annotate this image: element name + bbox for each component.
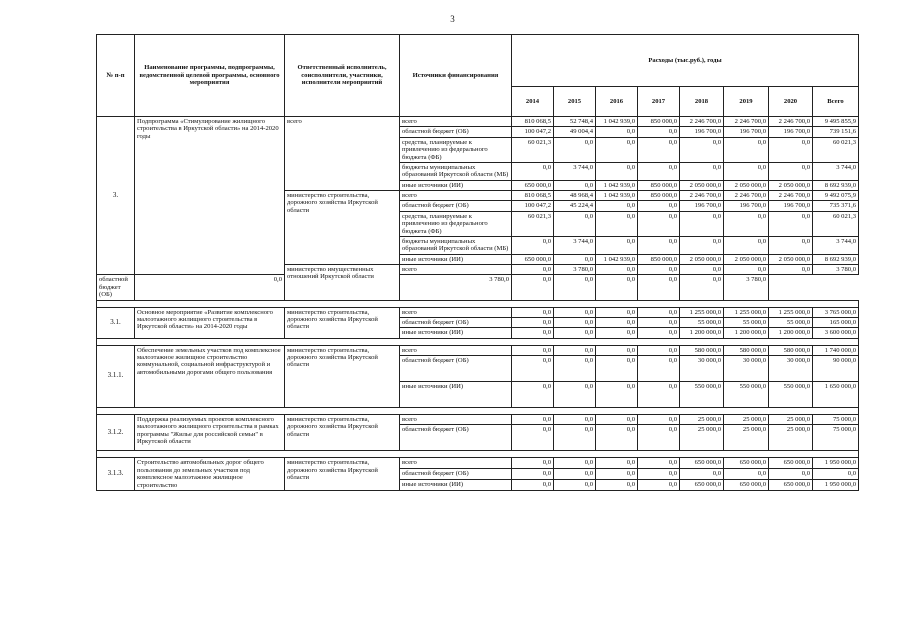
total-value: 3 744,0 — [813, 162, 859, 180]
year-value: 30 000,0 — [724, 356, 769, 382]
row-number: 3. — [97, 117, 135, 275]
funding-source: иные источники (ИИ) — [400, 480, 512, 491]
row-spacer — [97, 451, 859, 458]
total-value: 75 000,0 — [813, 415, 859, 425]
year-value: 0,0 — [638, 415, 680, 425]
year-value: 55 000,0 — [769, 317, 813, 327]
year-value: 3 780,0 — [554, 265, 596, 275]
year-value: 1 042 939,0 — [596, 180, 638, 190]
year-value: 196 700,0 — [724, 127, 769, 137]
row-spacer — [97, 408, 859, 415]
year-value: 0,0 — [512, 328, 554, 338]
year-value: 0,0 — [638, 328, 680, 338]
year-value: 0,0 — [554, 382, 596, 408]
total-value: 75 000,0 — [813, 425, 859, 451]
year-value: 0,0 — [596, 415, 638, 425]
table-row — [97, 345, 859, 355]
year-value: 30 000,0 — [680, 356, 724, 382]
table-row — [97, 275, 859, 300]
year-value: 2 050 000,0 — [680, 254, 724, 264]
year-value: 0,0 — [596, 469, 638, 480]
year-value: 0,0 — [596, 201, 638, 211]
year-value: 0,0 — [769, 236, 813, 254]
year-value: 0,0 — [638, 236, 680, 254]
responsible-executor: министерство строительства, дорожного хозяйства Иркутской области — [285, 458, 400, 491]
year-value: 2 050 000,0 — [680, 180, 724, 190]
year-value: 0,0 — [596, 345, 638, 355]
year-value: 0,0 — [554, 328, 596, 338]
responsible-executor: министерство имущественных отношений Иркутской области — [285, 265, 400, 301]
total-value: 60 021,3 — [813, 137, 859, 162]
year-value: 3 744,0 — [554, 236, 596, 254]
year-value: 2 050 000,0 — [769, 254, 813, 264]
year-value: 0,0 — [596, 356, 638, 382]
year-value: 0,0 — [769, 265, 813, 275]
total-value: 739 151,6 — [813, 127, 859, 137]
year-value: 60 021,3 — [512, 137, 554, 162]
header-funding-source: Источники финансирования — [400, 35, 512, 117]
year-value: 0,0 — [512, 307, 554, 317]
year-value: 100 047,2 — [512, 201, 554, 211]
year-value: 0,0 — [638, 458, 680, 469]
year-value: 0,0 — [512, 162, 554, 180]
year-value: 2 246 700,0 — [769, 191, 813, 201]
funding-source: областной бюджет (ОБ) — [400, 127, 512, 137]
year-value: 196 700,0 — [769, 127, 813, 137]
funding-source: областной бюджет (ОБ) — [400, 425, 512, 451]
year-value: 25 000,0 — [724, 425, 769, 451]
year-value: 30 000,0 — [769, 356, 813, 382]
program-name: Строительство автомобильных дорог общего пользования до земельных участков под комплексное малоэтажное жилищное строительство — [135, 458, 285, 491]
year-value: 1 042 939,0 — [596, 191, 638, 201]
program-name: Подпрограмма «Стимулирование жилищного строительства в Иркутской области» на 2014-2020 годы — [135, 117, 285, 275]
year-value: 0,0 — [554, 307, 596, 317]
year-value: 650 000,0 — [724, 480, 769, 491]
total-value: 3 780,0 — [724, 275, 769, 300]
year-value: 45 224,4 — [554, 201, 596, 211]
year-value: 850 000,0 — [638, 254, 680, 264]
year-value: 60 021,3 — [512, 211, 554, 236]
total-value: 1 740 000,0 — [813, 345, 859, 355]
table-row — [97, 117, 859, 127]
year-value: 0,0 — [554, 469, 596, 480]
header-program-name: Наименование программы, подпрограммы, ведомственной целевой программы, основного мероприятия — [135, 35, 285, 117]
header-year: 2020 — [769, 87, 813, 117]
table-row — [97, 307, 859, 317]
year-value: 0,0 — [596, 236, 638, 254]
funding-source: иные источники (ИИ) — [400, 254, 512, 264]
funding-source: всего — [400, 265, 512, 275]
year-value: 0,0 — [638, 201, 680, 211]
year-value: 0,0 — [554, 180, 596, 190]
year-value: 0,0 — [724, 236, 769, 254]
funding-source: средства, планируемые к привлечению из федерального бюджета (ФБ) — [400, 211, 512, 236]
year-value: 0,0 — [724, 211, 769, 236]
year-value: 650 000,0 — [724, 458, 769, 469]
year-value: 0,0 — [769, 469, 813, 480]
year-value: 55 000,0 — [680, 317, 724, 327]
year-value: 0,0 — [512, 480, 554, 491]
header-year: 2018 — [680, 87, 724, 117]
total-value: 1 950 000,0 — [813, 480, 859, 491]
funding-source: всего — [400, 191, 512, 201]
year-value: 196 700,0 — [680, 201, 724, 211]
year-value: 0,0 — [680, 469, 724, 480]
year-value: 0,0 — [596, 458, 638, 469]
year-value: 810 068,5 — [512, 191, 554, 201]
year-value: 196 700,0 — [769, 201, 813, 211]
year-value: 650 000,0 — [769, 458, 813, 469]
header-number: № п-п — [97, 35, 135, 117]
year-value: 25 000,0 — [769, 425, 813, 451]
total-value: 1 650 000,0 — [813, 382, 859, 408]
year-value: 550 000,0 — [680, 382, 724, 408]
year-value: 48 968,4 — [554, 191, 596, 201]
year-value: 0,0 — [512, 345, 554, 355]
row-spacer — [97, 300, 859, 307]
year-value: 2 246 700,0 — [724, 191, 769, 201]
year-value: 0,0 — [596, 328, 638, 338]
total-value: 1 950 000,0 — [813, 458, 859, 469]
funding-source: областной бюджет (ОБ) — [400, 469, 512, 480]
page-number: 3 — [450, 14, 455, 24]
year-value: 550 000,0 — [769, 382, 813, 408]
year-value: 650 000,0 — [680, 480, 724, 491]
year-value: 2 050 000,0 — [724, 254, 769, 264]
header-year: 2019 — [724, 87, 769, 117]
funding-source: бюджеты муниципальных образований Иркутской области (МБ) — [400, 162, 512, 180]
year-value: 2 246 700,0 — [680, 191, 724, 201]
year-value: 0,0 — [638, 425, 680, 451]
year-value: 1 042 939,0 — [596, 254, 638, 264]
year-value: 0,0 — [680, 236, 724, 254]
total-value: 9 492 075,9 — [813, 191, 859, 201]
year-value: 3 744,0 — [554, 162, 596, 180]
year-value: 25 000,0 — [680, 415, 724, 425]
year-value: 0,0 — [512, 236, 554, 254]
year-value: 0,0 — [769, 137, 813, 162]
funding-source: областной бюджет (ОБ) — [400, 356, 512, 382]
year-value: 0,0 — [596, 127, 638, 137]
year-value: 2 246 700,0 — [769, 117, 813, 127]
year-value: 0,0 — [512, 356, 554, 382]
year-value: 650 000,0 — [680, 458, 724, 469]
year-value: 25 000,0 — [724, 415, 769, 425]
funding-source: всего — [400, 307, 512, 317]
year-value: 0,0 — [554, 137, 596, 162]
year-value: 0,0 — [554, 425, 596, 451]
year-value: 850 000,0 — [638, 117, 680, 127]
expenditure-table — [96, 34, 859, 491]
total-value: 8 692 939,0 — [813, 180, 859, 190]
total-value: 9 495 855,9 — [813, 117, 859, 127]
year-value: 0,0 — [596, 480, 638, 491]
year-value: 0,0 — [724, 265, 769, 275]
year-value: 0,0 — [554, 275, 596, 300]
year-value: 0,0 — [724, 162, 769, 180]
header-year: 2016 — [596, 87, 638, 117]
funding-source: всего — [400, 117, 512, 127]
year-value: 0,0 — [680, 162, 724, 180]
year-value: 0,0 — [512, 469, 554, 480]
funding-source: иные источники (ИИ) — [400, 328, 512, 338]
header-expenses: Расходы (тыс.руб.), годы — [512, 35, 859, 87]
year-value: 650 000,0 — [512, 180, 554, 190]
row-spacer — [97, 338, 859, 345]
program-name: Основное мероприятие «Развитие комплексного малоэтажного жилищного строительства в Иркутской области» на 2014-2020 годы — [135, 307, 285, 338]
total-value: 90 000,0 — [813, 356, 859, 382]
year-value: 0,0 — [554, 458, 596, 469]
funding-source: иные источники (ИИ) — [400, 180, 512, 190]
total-value: 3 600 000,0 — [813, 328, 859, 338]
funding-source: всего — [400, 415, 512, 425]
year-value: 0,0 — [512, 425, 554, 451]
header-year: 2015 — [554, 87, 596, 117]
year-value: 0,0 — [638, 317, 680, 327]
total-value: 3 765 000,0 — [813, 307, 859, 317]
funding-source: всего — [400, 345, 512, 355]
year-value: 0,0 — [596, 275, 638, 300]
year-value: 850 000,0 — [638, 180, 680, 190]
year-value: 196 700,0 — [680, 127, 724, 137]
year-value: 0,0 — [638, 137, 680, 162]
program-name: Обеспечение земельных участков под комплексное малоэтажное жилищное строительство коммунальной, социальной инфраструктурой и автомобильными дорогами общего пользования — [135, 345, 285, 407]
year-value: 2 246 700,0 — [724, 117, 769, 127]
table-body — [97, 117, 859, 491]
funding-source: средства, планируемые к привлечению из федерального бюджета (ФБ) — [400, 137, 512, 162]
row-number: 3.1. — [97, 307, 135, 338]
year-value: 1 200 000,0 — [724, 328, 769, 338]
year-value: 550 000,0 — [724, 382, 769, 408]
year-value: 1 255 000,0 — [724, 307, 769, 317]
funding-source: областной бюджет (ОБ) — [400, 317, 512, 327]
year-value: 0,0 — [512, 415, 554, 425]
responsible-executor: министерство строительства, дорожного хозяйства Иркутской области — [285, 415, 400, 451]
year-value: 2 246 700,0 — [680, 117, 724, 127]
year-value: 0,0 — [554, 356, 596, 382]
year-value: 1 255 000,0 — [680, 307, 724, 317]
responsible-executor: всего — [285, 117, 400, 191]
table-row — [97, 458, 859, 469]
row-number: 3.1.3. — [97, 458, 135, 491]
year-value: 0,0 — [638, 127, 680, 137]
year-value: 0,0 — [512, 317, 554, 327]
year-value: 1 042 939,0 — [596, 117, 638, 127]
year-value: 0,0 — [680, 137, 724, 162]
year-value: 850 000,0 — [638, 191, 680, 201]
year-value: 2 050 000,0 — [769, 180, 813, 190]
year-value: 0,0 — [638, 469, 680, 480]
year-value: 100 047,2 — [512, 127, 554, 137]
header-total: Всего — [813, 87, 859, 117]
year-value: 0,0 — [512, 458, 554, 469]
header-responsible: Ответственный исполнитель, соисполнители, участники, исполнители мероприятий — [285, 35, 400, 117]
year-value: 196 700,0 — [724, 201, 769, 211]
year-value: 0,0 — [554, 345, 596, 355]
year-value: 0,0 — [638, 275, 680, 300]
year-value: 0,0 — [596, 162, 638, 180]
year-value: 0,0 — [680, 275, 724, 300]
total-value: 8 692 939,0 — [813, 254, 859, 264]
responsible-executor: министерство строительства, дорожного хозяйства Иркутской области — [285, 307, 400, 338]
year-value: 1 200 000,0 — [680, 328, 724, 338]
year-value: 0,0 — [554, 254, 596, 264]
year-value: 0,0 — [638, 162, 680, 180]
responsible-executor: министерство строительства, дорожного хозяйства Иркутской области — [285, 345, 400, 407]
funding-source: областной бюджет (ОБ) — [400, 201, 512, 211]
year-value: 0,0 — [596, 317, 638, 327]
funding-source: иные источники (ИИ) — [400, 382, 512, 408]
year-value: 0,0 — [638, 345, 680, 355]
program-name: Поддержка реализуемых проектов комплексного малоэтажного жилищного строительства в рамках программы "Жилье для российской семьи" в Иркутской области — [135, 415, 285, 451]
year-value: 810 068,5 — [512, 117, 554, 127]
year-value: 0,0 — [512, 275, 554, 300]
year-value: 0,0 — [596, 307, 638, 317]
header-year: 2014 — [512, 87, 554, 117]
year-value: 1 255 000,0 — [769, 307, 813, 317]
year-value: 49 004,4 — [554, 127, 596, 137]
year-value: 0,0 — [638, 211, 680, 236]
year-value: 0,0 — [769, 211, 813, 236]
year-value: 0,0 — [680, 265, 724, 275]
year-value: 0,0 — [638, 480, 680, 491]
year-value: 0,0 — [554, 211, 596, 236]
year-value: 0,0 — [638, 265, 680, 275]
year-value: 580 000,0 — [724, 345, 769, 355]
total-value: 165 000,0 — [813, 317, 859, 327]
total-value: 3 744,0 — [813, 236, 859, 254]
table-row — [97, 415, 859, 425]
year-value: 52 748,4 — [554, 117, 596, 127]
total-value: 0,0 — [813, 469, 859, 480]
year-value: 580 000,0 — [769, 345, 813, 355]
year-value: 0,0 — [680, 211, 724, 236]
year-value: 650 000,0 — [512, 254, 554, 264]
year-value: 0,0 — [596, 382, 638, 408]
year-value: 0,0 — [724, 137, 769, 162]
year-value: 0,0 — [554, 480, 596, 491]
funding-source: областной бюджет (ОБ) — [97, 275, 135, 300]
year-value: 25 000,0 — [680, 425, 724, 451]
row-number: 3.1.1. — [97, 345, 135, 407]
total-value: 735 371,6 — [813, 201, 859, 211]
year-value: 0,0 — [596, 137, 638, 162]
year-value: 1 200 000,0 — [769, 328, 813, 338]
year-value: 0,0 — [769, 162, 813, 180]
funding-source: бюджеты муниципальных образований Иркутской области (МБ) — [400, 236, 512, 254]
year-value: 0,0 — [554, 415, 596, 425]
year-value: 2 050 000,0 — [724, 180, 769, 190]
year-value: 0,0 — [512, 265, 554, 275]
year-value: 0,0 — [724, 469, 769, 480]
year-value: 25 000,0 — [769, 415, 813, 425]
year-value: 0,0 — [638, 382, 680, 408]
year-value: 3 780,0 — [400, 275, 512, 300]
year-value: 580 000,0 — [680, 345, 724, 355]
year-value: 0,0 — [638, 356, 680, 382]
header-year: 2017 — [638, 87, 680, 117]
year-value: 0,0 — [638, 307, 680, 317]
responsible-executor: министерство строительства, дорожного хозяйства Иркутской области — [285, 191, 400, 265]
year-value: 650 000,0 — [769, 480, 813, 491]
year-value: 0,0 — [554, 317, 596, 327]
year-value: 55 000,0 — [724, 317, 769, 327]
year-value: 0,0 — [512, 382, 554, 408]
total-value: 3 780,0 — [813, 265, 859, 275]
year-value: 0,0 — [596, 265, 638, 275]
funding-source: всего — [400, 458, 512, 469]
year-value: 0,0 — [596, 425, 638, 451]
total-value: 60 021,3 — [813, 211, 859, 236]
year-value: 0,0 — [135, 275, 285, 300]
row-number: 3.1.2. — [97, 415, 135, 451]
year-value: 0,0 — [596, 211, 638, 236]
